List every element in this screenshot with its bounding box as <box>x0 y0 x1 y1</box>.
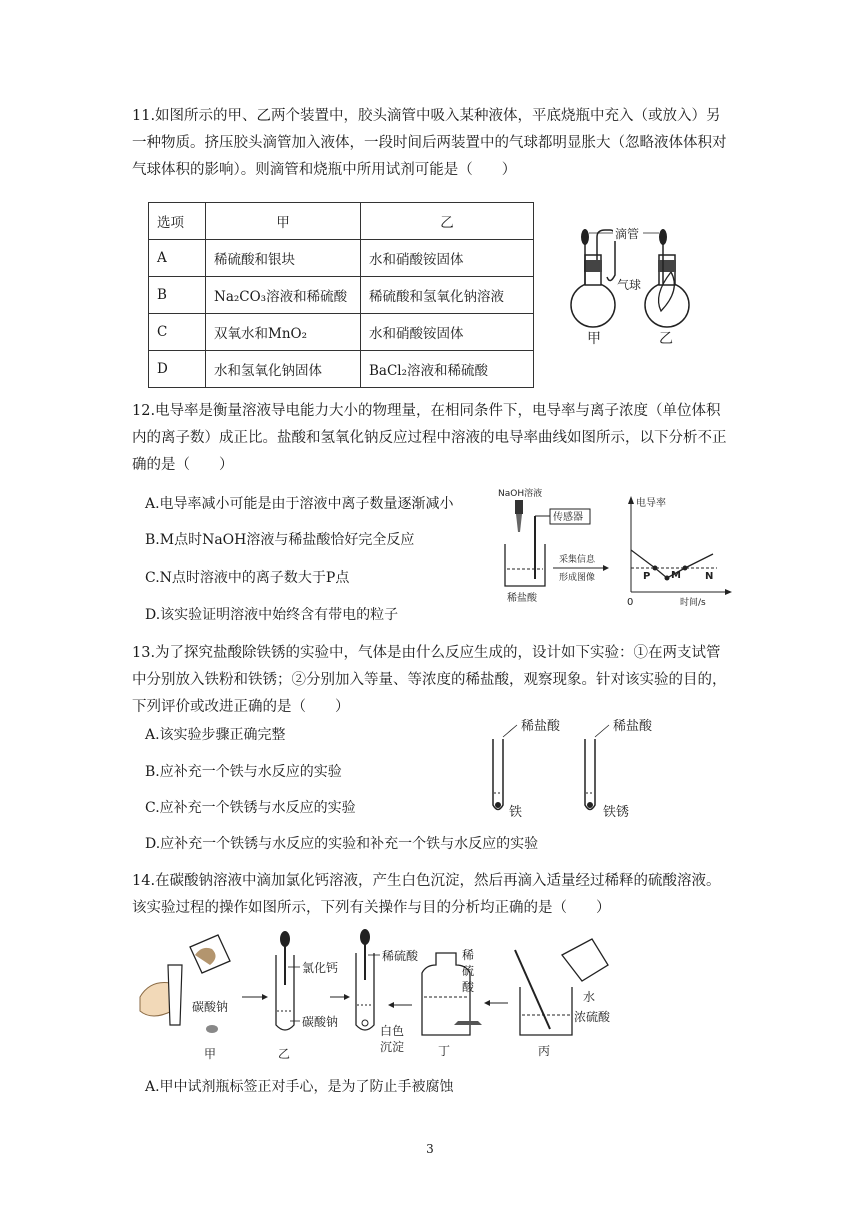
table-header-row <box>149 203 534 240</box>
option-a: A.该实验步骤正确完整 <box>145 727 286 743</box>
option-d: D.应补充一个铁锈与水反应的实验和补充一个铁与水反应的实验 <box>145 836 539 852</box>
table-row <box>149 277 534 314</box>
option-a: A.甲中试剂瓶标签正对手心，是为了防止手被腐蚀 <box>145 1079 454 1095</box>
collect-label-2: 形成图像 <box>559 573 596 583</box>
test-tube-rust <box>585 739 595 810</box>
acid-label-2: 稀盐酸 <box>613 719 653 734</box>
origin-label: 0 <box>627 597 634 608</box>
label-jia: 甲 <box>204 1047 217 1061</box>
label-jia: 甲 <box>587 331 601 345</box>
bottle-stopper <box>454 1021 482 1025</box>
precipitate <box>362 1020 368 1026</box>
option-c: C.应补充一个铁锈与水反应的实验 <box>145 800 356 816</box>
table-cell: 稀硫酸和氢氧化钠溶液 <box>361 277 534 314</box>
option-c: C.N点时溶液中的离子数大于P点 <box>145 570 350 586</box>
flask-jia <box>571 283 615 327</box>
stopper <box>658 260 676 272</box>
water-label: 水 <box>583 990 596 1004</box>
point-n-ref <box>683 566 688 571</box>
dilute-label-1: 稀 <box>462 948 475 962</box>
option-a: A.电导率减小可能是由于溶液中离子数量逐渐减小 <box>145 496 454 512</box>
x-axis-label: 时间/s <box>680 598 706 608</box>
point-n-label: N <box>705 571 714 582</box>
rust-powder <box>587 802 593 808</box>
sensor-label: 传感器 <box>553 512 583 523</box>
na2co3-label-jia: 碳酸钠 <box>192 1000 229 1014</box>
white-label: 白色 <box>380 1024 405 1038</box>
table-row <box>149 314 534 351</box>
question-12-stem: 12.电导率是衡量溶液导电能力大小的物理量，在相同条件下，电导率与离子浓度（单位体积内的离子数）成正比。盐酸和氢氧化钠反应过程中溶液的电导率曲线如图所示，以下分析不正确的是（ ） <box>132 403 727 473</box>
point-m-label: M <box>671 570 681 581</box>
table-cell: D <box>149 351 206 388</box>
question-13-test-tube-figure <box>485 715 665 825</box>
naoh-label: NaOH溶液 <box>498 489 543 499</box>
precipitate-label: 沉淀 <box>380 1040 405 1054</box>
table-cell: 水和硝酸铵固体 <box>361 240 534 277</box>
option-b: B.应补充一个铁与水反应的实验 <box>145 764 342 780</box>
point-p <box>653 566 658 571</box>
iron-label: 铁 <box>509 805 523 820</box>
option-b: B.M点时NaOH溶液与稀盐酸恰好完全反应 <box>145 532 415 548</box>
table-header-cell: 选项 <box>149 203 206 240</box>
table-row <box>149 351 534 388</box>
question-13-stem: 13.为了探究盐酸除铁锈的实验中，气体是由什么反应生成的，设计如下实验：①在两支试管中分别放入铁粉和铁锈；②分别加入等量、等浓度的稀盐酸，观察现象。针对该实验的目的，下列评价或改进正确的是（ ） <box>132 645 727 715</box>
label-yi: 乙 <box>659 331 673 345</box>
point-m <box>665 576 670 581</box>
cacl2-label: 氯化钙 <box>302 961 339 975</box>
table-cell: BaCl₂溶液和稀硫酸 <box>361 351 534 388</box>
question-11-flask-figure <box>555 215 705 345</box>
question-14-procedure-figure <box>130 925 730 1065</box>
dropper-bulb <box>360 929 370 945</box>
dropper-tube <box>516 514 522 532</box>
test-tube-iron <box>493 739 503 810</box>
arrow <box>344 994 350 1000</box>
table-cell: 双氧水和MnO₂ <box>206 314 361 351</box>
arrow <box>262 994 268 1000</box>
rust-label: 铁锈 <box>603 805 630 820</box>
table-cell: B <box>149 277 206 314</box>
na2co3-label-yi: 碳酸钠 <box>302 1015 339 1029</box>
table-cell: Na₂CO₃溶液和稀硫酸 <box>206 277 361 314</box>
iron-powder <box>495 802 501 808</box>
conc-acid-label: 浓硫酸 <box>574 1010 611 1024</box>
table-cell: C <box>149 314 206 351</box>
table-header-cell: 乙 <box>361 203 534 240</box>
dropper-label: 滴管 <box>615 227 640 241</box>
beaker <box>505 544 545 586</box>
beaker-bing <box>520 987 572 1035</box>
table-cell: 稀硫酸和银块 <box>206 240 361 277</box>
arrow <box>484 1000 490 1006</box>
dilute-label-2: 硫 <box>462 964 475 978</box>
test-tube-jia <box>168 965 182 1025</box>
dilute-label-3: 酸 <box>462 980 475 994</box>
dropper-bulb <box>581 229 589 245</box>
table-cell: 水和硝酸铵固体 <box>361 314 534 351</box>
table-cell: A <box>149 240 206 277</box>
acid-label: 稀盐酸 <box>507 593 537 604</box>
dropper-bulb <box>280 931 290 947</box>
stopper <box>206 1025 218 1033</box>
label-ding: 丁 <box>438 1044 451 1058</box>
y-axis-label: 电导率 <box>636 498 666 509</box>
stopper <box>584 260 602 272</box>
table-header-cell: 甲 <box>206 203 361 240</box>
page-number: 3 <box>426 1142 434 1156</box>
acid-label-1: 稀盐酸 <box>521 719 561 734</box>
question-11-table <box>148 202 534 388</box>
flask-yi <box>645 283 689 327</box>
collect-label-1: 采集信息 <box>559 555 596 565</box>
question-11-stem: 11.如图所示的甲、乙两个装置中，胶头滴管中吸入某种液体，平底烧瓶中充入（或放入）另一种物质。挤压胶头滴管加入液体，一段时间后两装置中的气球都明显胀大（忽略液体体积对气球体积的影响）。则滴管和烧瓶中所用试剂可能是（ ） <box>132 108 727 178</box>
balloon-label: 气球 <box>617 278 642 292</box>
dropper-bulb <box>659 229 667 245</box>
label-yi: 乙 <box>278 1047 291 1061</box>
dropper-bulb <box>515 500 523 514</box>
question-12-conductivity-figure <box>495 484 735 609</box>
label-bing: 丙 <box>538 1044 551 1058</box>
table-cell: 水和氢氧化钠固体 <box>206 351 361 388</box>
h2so4-label: 稀硫酸 <box>382 949 419 963</box>
table-row <box>149 240 534 277</box>
point-p-label: P <box>643 571 651 582</box>
pouring-beaker <box>562 939 608 981</box>
arrow <box>388 1002 394 1008</box>
option-d: D.该实验证明溶液中始终含有带电的粒子 <box>145 607 399 623</box>
question-14-stem: 14.在碳酸钠溶液中滴加氯化钙溶液，产生白色沉淀，然后再滴入适量经过稀释的硫酸溶液。该实验过程的操作如图所示，下列有关操作与目的分析均正确的是（ ） <box>132 873 721 916</box>
